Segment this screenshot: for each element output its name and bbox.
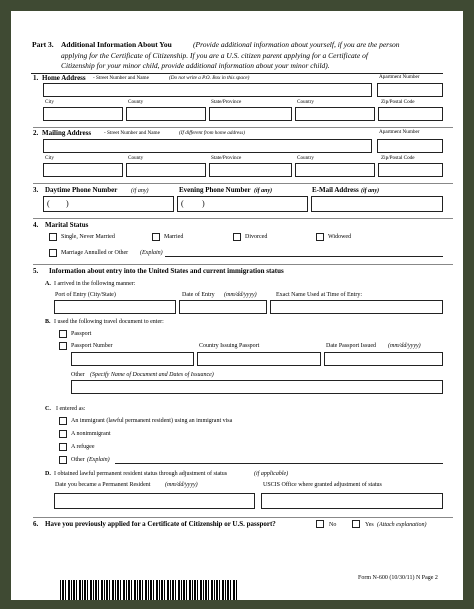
- q1-county-field[interactable]: [126, 107, 206, 121]
- q6-yes-hint: (Attach explanation): [377, 522, 427, 528]
- separator: [33, 127, 453, 128]
- q5a-letter: A.: [45, 281, 51, 287]
- form-page: [11, 11, 463, 600]
- issuing-country-label: Country Issuing Passport: [199, 343, 260, 349]
- q5b-text: I used the following travel document to enter:: [54, 319, 164, 325]
- passport-label: Passport: [71, 331, 92, 337]
- q5-label: Information about entry into the United States and current immigration status: [49, 267, 284, 275]
- other-entry-hint: (Explain): [87, 457, 110, 463]
- q1-county-label: County: [128, 99, 144, 105]
- other-entry-explain-line[interactable]: [115, 463, 443, 464]
- q5d-hint: (if applicable): [254, 471, 289, 477]
- q6-yes-label: Yes: [365, 522, 374, 528]
- daytime-phone-hint: (if any): [131, 188, 149, 194]
- evening-phone-hint: (if any): [254, 188, 273, 194]
- widowed-label: Widowed: [328, 234, 352, 240]
- single-checkbox[interactable]: [49, 233, 57, 241]
- refugee-label: A refugee: [71, 444, 95, 450]
- q2-zip-field[interactable]: [378, 163, 443, 177]
- port-of-entry-field[interactable]: [54, 300, 176, 314]
- immigrant-checkbox[interactable]: [59, 417, 67, 425]
- date-of-entry-hint: (mm/dd/yyyy): [224, 292, 257, 298]
- marital-status-label: Marital Status: [45, 221, 89, 229]
- port-of-entry-label: Port of Entry (City/State): [55, 292, 116, 298]
- passport-number-checkbox[interactable]: [59, 342, 67, 350]
- immigrant-label: An immigrant (lawful permanent resident) using an immigrant visa: [71, 418, 233, 424]
- area-code-close: ): [202, 199, 205, 208]
- part-label: Part 3.: [32, 40, 54, 49]
- q6-label: Have you previously applied for a Certificate of Citizenship or U.S. passport?: [45, 520, 276, 528]
- q6-no-checkbox[interactable]: [316, 520, 324, 528]
- single-label: Single, Never Married: [61, 234, 115, 240]
- part-instructions-2: applying for the Certificate of Citizenship. If you are a U.S. citizen parent applying for a Certificate of: [61, 51, 368, 60]
- q2-county-field[interactable]: [126, 163, 206, 177]
- q1-hint: (Do not write a P.O. Box in this space): [169, 75, 250, 81]
- date-of-entry-label: Date of Entry: [182, 292, 215, 298]
- q6-number: 6.: [33, 520, 39, 528]
- q1-label: Home Address: [42, 74, 86, 82]
- nonimmigrant-checkbox[interactable]: [59, 430, 67, 438]
- evening-phone-field[interactable]: [177, 196, 308, 212]
- widowed-checkbox[interactable]: [316, 233, 324, 241]
- separator: [33, 218, 453, 219]
- divorced-checkbox[interactable]: [233, 233, 241, 241]
- issuing-country-field[interactable]: [197, 352, 321, 366]
- q3-number: 3.: [33, 186, 39, 194]
- q2-city-field[interactable]: [43, 163, 123, 177]
- email-field[interactable]: [311, 196, 443, 212]
- date-issued-field[interactable]: [324, 352, 443, 366]
- q2-zip-label: Zip/Postal Code: [381, 155, 415, 161]
- uscis-office-label: USCIS Office where granted adjustment of status: [263, 482, 382, 488]
- refugee-checkbox[interactable]: [59, 443, 67, 451]
- separator: [33, 264, 453, 265]
- q2-country-label: Country: [297, 155, 315, 161]
- q1-city-field[interactable]: [43, 107, 123, 121]
- q2-street-field[interactable]: [43, 139, 372, 153]
- q4-number: 4.: [33, 221, 39, 229]
- date-became-pr-field[interactable]: [54, 493, 255, 509]
- daytime-phone-field[interactable]: [43, 196, 174, 212]
- annulled-label: Marriage Annulled or Other: [61, 250, 129, 256]
- q2-label: Mailing Address: [42, 129, 92, 137]
- separator: [33, 183, 453, 184]
- q1-apartment-label: Apartment Number: [379, 74, 420, 80]
- annulled-explain-line[interactable]: [165, 256, 443, 257]
- q5c-letter: C.: [45, 406, 51, 412]
- date-became-pr-label: Date you became a Permanent Resident: [55, 482, 151, 488]
- other-document-label: Other: [71, 372, 85, 378]
- exact-name-field[interactable]: [270, 300, 443, 314]
- passport-checkbox[interactable]: [59, 330, 67, 338]
- passport-number-field[interactable]: [71, 352, 194, 366]
- date-became-pr-hint: (mm/dd/yyyy): [165, 482, 198, 488]
- q1-country-label: Country: [297, 99, 315, 105]
- annulled-hint: (Explain): [140, 250, 163, 256]
- q6-no-label: No: [329, 522, 337, 528]
- q1-zip-field[interactable]: [378, 107, 443, 121]
- passport-number-label: Passport Number: [71, 343, 113, 349]
- married-checkbox[interactable]: [152, 233, 160, 241]
- barcode-image: [60, 580, 238, 600]
- form-identifier: Form N-600 (10/30/11) N Page 2: [358, 575, 438, 581]
- q2-state-field[interactable]: [209, 163, 292, 177]
- q2-sublabel: - Street Number and Name: [104, 130, 160, 136]
- annulled-checkbox[interactable]: [49, 249, 57, 257]
- email-hint: (if any): [361, 188, 380, 194]
- q1-state-label: State/Province: [211, 99, 242, 105]
- q2-state-label: State/Province: [211, 155, 242, 161]
- q1-street-field[interactable]: [43, 83, 372, 97]
- date-issued-label: Date Passport Issued: [326, 343, 376, 349]
- q1-zip-label: Zip/Postal Code: [381, 99, 415, 105]
- q5d-text: I obtained lawful permanent resident status through adjustment of status: [54, 471, 228, 477]
- date-issued-hint: (mm/dd/yyyy): [388, 343, 421, 349]
- q2-country-field[interactable]: [295, 163, 375, 177]
- q2-apartment-label: Apartment Number: [379, 129, 420, 135]
- q2-city-label: City: [45, 155, 54, 161]
- evening-phone-label: Evening Phone Number: [179, 186, 251, 194]
- q5d-letter: D.: [45, 471, 51, 477]
- q5-number: 5.: [33, 267, 39, 275]
- other-document-hint: (Specify Name of Document and Dates of Issuance): [90, 372, 214, 378]
- uscis-office-field[interactable]: [261, 493, 443, 509]
- area-code-close: ): [66, 199, 69, 208]
- other-document-field[interactable]: [71, 380, 443, 394]
- q2-hint: (If different from home address): [179, 130, 245, 136]
- email-label: E-Mail Address: [312, 186, 359, 194]
- q6-yes-checkbox[interactable]: [352, 520, 360, 528]
- q1-number: 1.: [33, 74, 39, 82]
- q2-apartment-field[interactable]: [377, 139, 443, 153]
- other-entry-checkbox[interactable]: [59, 456, 67, 464]
- date-of-entry-field[interactable]: [179, 300, 267, 314]
- part-title: Additional Information About You: [61, 40, 172, 49]
- separator: [33, 517, 453, 518]
- q1-city-label: City: [45, 99, 54, 105]
- q2-county-label: County: [128, 155, 144, 161]
- q2-number: 2.: [33, 129, 39, 137]
- other-entry-label: Other: [71, 457, 85, 463]
- daytime-phone-label: Daytime Phone Number: [45, 186, 118, 194]
- divorced-label: Divorced: [245, 234, 268, 240]
- q1-state-field[interactable]: [209, 107, 292, 121]
- area-code-open: (: [181, 199, 184, 208]
- q5b-letter: B.: [45, 319, 51, 325]
- exact-name-label: Exact Name Used at Time of Entry:: [276, 292, 362, 298]
- married-label: Married: [164, 234, 184, 240]
- part-instructions-3: Citizenship for your minor child, provide additional information about your minor child).: [61, 61, 330, 70]
- q1-sublabel: - Street Number and Name: [93, 75, 149, 81]
- q5c-text: I entered as:: [56, 406, 86, 412]
- q5a-text: I arrived in the following manner:: [54, 281, 136, 287]
- nonimmigrant-label: A nonimmigrant: [71, 431, 111, 437]
- q1-apartment-field[interactable]: [377, 83, 443, 97]
- q1-country-field[interactable]: [295, 107, 375, 121]
- area-code-open: (: [47, 199, 50, 208]
- part-instructions-1: (Provide additional information about yourself, if you are the person: [193, 40, 400, 49]
